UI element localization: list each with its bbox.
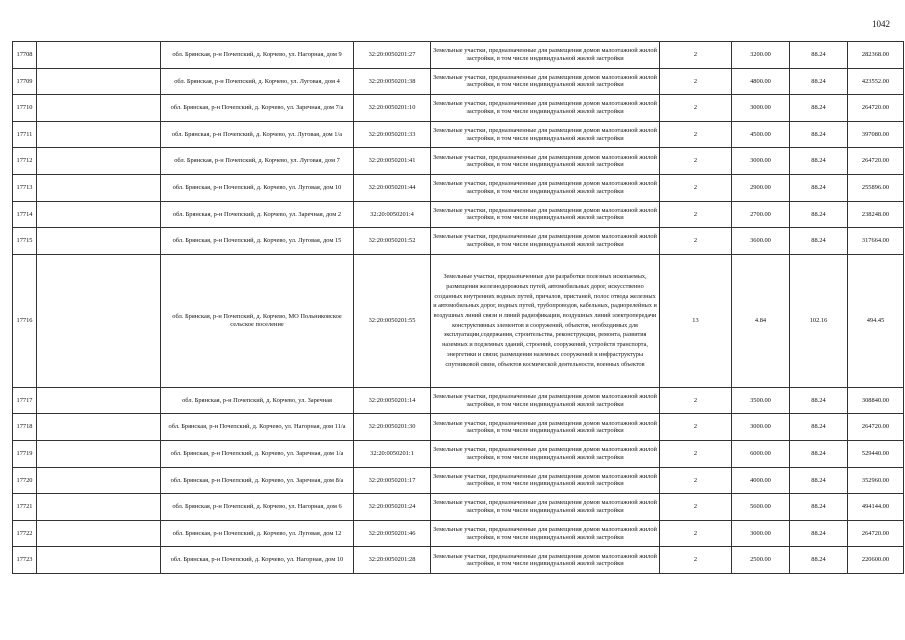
cadastral-value-cell: 238248.00 [848,201,904,228]
cadastral-value-cell: 264720.00 [848,414,904,441]
row-number: 17717 [13,387,37,414]
table-row [13,174,904,201]
group-code-cell: 2 [660,520,732,547]
specific-value-cell: 88.24 [790,148,848,175]
land-use-cell: Земельные участки, предназначенные для размещения домов малоэтажной жилой застройки, в том числе индивидуальной жилой застройки [431,148,660,175]
cadastral-number-cell: 32:20:0050201:17 [354,467,431,494]
cadastral-value-cell: 529440.00 [848,440,904,467]
area-cell: 5600.00 [732,494,790,521]
cadastral-number-cell: 32:20:0050201:24 [354,494,431,521]
table-row [13,494,904,521]
land-use-cell: Земельные участки, предназначенные для размещения домов малоэтажной жилой застройки, в том числе индивидуальной жилой застройки [431,68,660,95]
address-cell: обл. Брянская, р-н Почепский, д. Корчево, ул. Заречная [161,387,354,414]
land-use-cell: Земельные участки, предназначенные для размещения домов малоэтажной жилой застройки, в том числе индивидуальной жилой застройки [431,228,660,255]
land-use-cell: Земельные участки, предназначенные для разработки полезных ископаемых, размещения железнодорожных путей, автомобильных дорог, искусственно созданных внутренних водных путей, причалов, пристаней, полос отвода железных и автомобильных дорог, водных путей, трубопроводов, кабельных, радиорелейных и воздушных линий связи и линий радиофикации, воздушных линий электропередачи конструктивных элементов и сооружений, объектов, необходимых для эксплуатации,содержания, строительства, реконструкции, ремонта, развития наземных и подземных зданий, строений, сооружений, устройств транспорта, энергетики и связи; размещения наземных сооружений и инфраструктуры спутниковой связи, объектов космической деятельности, военных объектов [431,254,660,387]
group-code-cell: 2 [660,467,732,494]
table-row [13,68,904,95]
row-number: 17713 [13,174,37,201]
row-number: 17709 [13,68,37,95]
cadastral-value-cell: 317664.00 [848,228,904,255]
blank-cell [37,95,161,122]
specific-value-cell: 88.24 [790,68,848,95]
row-number: 17721 [13,494,37,521]
specific-value-cell: 88.24 [790,547,848,574]
address-cell: обл. Брянская, р-н Почепский, д. Корчево, ул. Заречная, дом 8/а [161,467,354,494]
cadastral-number-cell: 32:20:0050201:38 [354,68,431,95]
address-cell: обл. Брянская, р-н Почепский, д. Корчево, МО Польниковское сельское поселение [161,254,354,387]
cadastral-number-cell: 32:20:0050201:55 [354,254,431,387]
cadastral-number-cell: 32:20:0050201:52 [354,228,431,255]
cadastral-number-cell: 32:20:0050201:33 [354,121,431,148]
blank-cell [37,254,161,387]
group-code-cell: 2 [660,547,732,574]
address-cell: обл. Брянская, р-н Почепский, д. Корчево, ул. Нагорная, дом 6 [161,494,354,521]
area-cell: 3500.00 [732,387,790,414]
area-cell: 4500.00 [732,121,790,148]
land-use-cell: Земельные участки, предназначенные для размещения домов малоэтажной жилой застройки, в том числе индивидуальной жилой застройки [431,467,660,494]
row-number: 17719 [13,440,37,467]
address-cell: обл. Брянская, р-н Почепский, д. Корчево, ул. Нагорная, дом 10 [161,547,354,574]
table-row [13,547,904,574]
area-cell: 3200.00 [732,42,790,69]
group-code-cell: 2 [660,201,732,228]
cadastral-value-table [12,41,904,574]
table-row [13,42,904,69]
address-cell: обл. Брянская, р-н Почепский, д. Корчево, ул. Заречная, дом 1/а [161,440,354,467]
land-use-cell: Земельные участки, предназначенные для размещения домов малоэтажной жилой застройки, в том числе индивидуальной жилой застройки [431,121,660,148]
blank-cell [37,228,161,255]
table-row [13,520,904,547]
table-row [13,387,904,414]
blank-cell [37,440,161,467]
table-row [13,414,904,441]
cadastral-value-cell: 282368.00 [848,42,904,69]
group-code-cell: 2 [660,174,732,201]
specific-value-cell: 88.24 [790,201,848,228]
table-row [13,148,904,175]
row-number: 17723 [13,547,37,574]
address-cell: обл. Брянская, р-н Почепский, д. Корчево, ул. Нагорная, дом 11/а [161,414,354,441]
blank-cell [37,387,161,414]
land-use-cell: Земельные участки, предназначенные для размещения домов малоэтажной жилой застройки, в том числе индивидуальной жилой застройки [431,42,660,69]
row-number: 17710 [13,95,37,122]
address-cell: обл. Брянская, р-н Почепский, д. Корчево, ул. Заречная, дом 7/а [161,95,354,122]
address-cell: обл. Брянская, р-н Почепский, д. Корчево, ул. Луговая, дом 4 [161,68,354,95]
row-number: 17720 [13,467,37,494]
blank-cell [37,201,161,228]
specific-value-cell: 102.16 [790,254,848,387]
land-use-cell: Земельные участки, предназначенные для размещения домов малоэтажной жилой застройки, в том числе индивидуальной жилой застройки [431,387,660,414]
specific-value-cell: 88.24 [790,494,848,521]
address-cell: обл. Брянская, р-н Почепский, д. Корчево, ул. Нагорная, дом 9 [161,42,354,69]
blank-cell [37,414,161,441]
specific-value-cell: 88.24 [790,387,848,414]
cadastral-value-cell: 308840.00 [848,387,904,414]
blank-cell [37,68,161,95]
area-cell: 3000.00 [732,414,790,441]
area-cell: 3000.00 [732,148,790,175]
cadastral-value-cell: 352960.00 [848,467,904,494]
specific-value-cell: 88.24 [790,42,848,69]
cadastral-number-cell: 32:20:0050201:4 [354,201,431,228]
cadastral-value-cell: 264720.00 [848,148,904,175]
specific-value-cell: 88.24 [790,440,848,467]
area-cell: 6000.00 [732,440,790,467]
blank-cell [37,174,161,201]
row-number: 17708 [13,42,37,69]
table-row [13,95,904,122]
land-use-cell: Земельные участки, предназначенные для размещения домов малоэтажной жилой застройки, в том числе индивидуальной жилой застройки [431,201,660,228]
area-cell: 3000.00 [732,95,790,122]
specific-value-cell: 88.24 [790,95,848,122]
cadastral-number-cell: 32:20:0050201:1 [354,440,431,467]
row-number: 17718 [13,414,37,441]
table-row [13,440,904,467]
row-number: 17711 [13,121,37,148]
cadastral-number-cell: 32:20:0050201:46 [354,520,431,547]
cadastral-value-cell: 264720.00 [848,520,904,547]
group-code-cell: 2 [660,148,732,175]
blank-cell [37,42,161,69]
group-code-cell: 2 [660,387,732,414]
specific-value-cell: 88.24 [790,414,848,441]
row-number: 17722 [13,520,37,547]
row-number: 17715 [13,228,37,255]
cadastral-number-cell: 32:20:0050201:14 [354,387,431,414]
blank-cell [37,148,161,175]
area-cell: 4.84 [732,254,790,387]
table-row [13,201,904,228]
group-code-cell: 2 [660,494,732,521]
cadastral-number-cell: 32:20:0050201:10 [354,95,431,122]
area-cell: 2500.00 [732,547,790,574]
blank-cell [37,121,161,148]
area-cell: 4800.00 [732,68,790,95]
group-code-cell: 2 [660,42,732,69]
cadastral-number-cell: 32:20:0050201:44 [354,174,431,201]
land-use-cell: Земельные участки, предназначенные для размещения домов малоэтажной жилой застройки, в том числе индивидуальной жилой застройки [431,520,660,547]
cadastral-value-cell: 220600.00 [848,547,904,574]
specific-value-cell: 88.24 [790,121,848,148]
row-number: 17712 [13,148,37,175]
cadastral-value-cell: 397080.00 [848,121,904,148]
cadastral-value-cell: 423552.00 [848,68,904,95]
table-body [13,42,904,574]
row-number: 17716 [13,254,37,387]
cadastral-number-cell: 32:20:0050201:27 [354,42,431,69]
cadastral-value-cell: 264720.00 [848,95,904,122]
group-code-cell: 2 [660,95,732,122]
group-code-cell: 2 [660,440,732,467]
cadastral-number-cell: 32:20:0050201:41 [354,148,431,175]
row-number: 17714 [13,201,37,228]
address-cell: обл. Брянская, р-н Почепский, д. Корчево, ул. Луговая, дом 1/а [161,121,354,148]
address-cell: обл. Брянская, р-н Почепский, д. Корчево, ул. Луговая, дом 12 [161,520,354,547]
blank-cell [37,520,161,547]
group-code-cell: 2 [660,68,732,95]
land-use-cell: Земельные участки, предназначенные для размещения домов малоэтажной жилой застройки, в том числе индивидуальной жилой застройки [431,440,660,467]
cadastral-number-cell: 32:20:0050201:28 [354,547,431,574]
table-row [13,121,904,148]
table-row [13,228,904,255]
land-use-cell: Земельные участки, предназначенные для размещения домов малоэтажной жилой застройки, в том числе индивидуальной жилой застройки [431,414,660,441]
area-cell: 4000.00 [732,467,790,494]
page-number: 1042 [872,19,890,29]
land-use-cell: Земельные участки, предназначенные для размещения домов малоэтажной жилой застройки, в том числе индивидуальной жилой застройки [431,494,660,521]
table-row [13,254,904,387]
specific-value-cell: 88.24 [790,520,848,547]
blank-cell [37,494,161,521]
table-row [13,467,904,494]
address-cell: обл. Брянская, р-н Почепский, д. Корчево, ул. Луговая, дом 7 [161,148,354,175]
area-cell: 3600.00 [732,228,790,255]
land-use-cell: Земельные участки, предназначенные для размещения домов малоэтажной жилой застройки, в том числе индивидуальной жилой застройки [431,174,660,201]
area-cell: 2900.00 [732,174,790,201]
specific-value-cell: 88.24 [790,228,848,255]
cadastral-value-cell: 255896.00 [848,174,904,201]
group-code-cell: 13 [660,254,732,387]
specific-value-cell: 88.24 [790,467,848,494]
area-cell: 3000.00 [732,520,790,547]
land-use-cell: Земельные участки, предназначенные для размещения домов малоэтажной жилой застройки, в том числе индивидуальной жилой застройки [431,95,660,122]
cadastral-value-cell: 494.45 [848,254,904,387]
address-cell: обл. Брянская, р-н Почепский, д. Корчево, ул. Луговая, дом 10 [161,174,354,201]
group-code-cell: 2 [660,414,732,441]
blank-cell [37,547,161,574]
blank-cell [37,467,161,494]
area-cell: 2700.00 [732,201,790,228]
address-cell: обл. Брянская, р-н Почепский, д. Корчево, ул. Луговая, дом 15 [161,228,354,255]
group-code-cell: 2 [660,121,732,148]
cadastral-number-cell: 32:20:0050201:30 [354,414,431,441]
specific-value-cell: 88.24 [790,174,848,201]
cadastral-value-cell: 494144.00 [848,494,904,521]
land-use-cell: Земельные участки, предназначенные для размещения домов малоэтажной жилой застройки, в том числе индивидуальной жилой застройки [431,547,660,574]
address-cell: обл. Брянская, р-н Почепский, д. Корчево, ул. Заречная, дом 2 [161,201,354,228]
group-code-cell: 2 [660,228,732,255]
